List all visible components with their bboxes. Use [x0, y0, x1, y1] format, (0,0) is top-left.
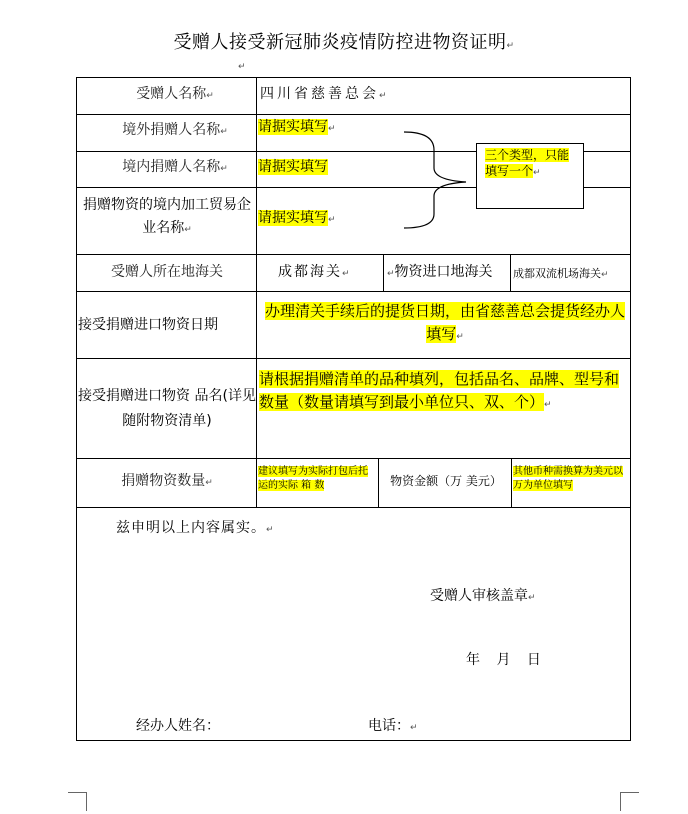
paragraph-mark: ↵ [238, 62, 246, 72]
document-title: 受赠人接受新冠肺炎疫情防控进物资证明↵ [173, 32, 515, 53]
amount-label: 物资金额（万 美元） [390, 474, 502, 488]
recipient-name-value: 四川省慈善总会↵ [260, 86, 390, 102]
quantity-value: 建议填写为实际打包后托运的实际 箱 数 [258, 466, 368, 491]
goods-name-label: 接受捐赠进口物资 品名(详见随附物资清单) [78, 388, 256, 430]
recipient-name-label: 受赠人名称↵ [136, 86, 214, 102]
domestic-donor-value: 请据实填写 [258, 159, 328, 175]
import-date-label: 接受捐赠进口物资日期 [78, 317, 218, 333]
page-corner-mark-right [620, 792, 639, 811]
domestic-donor-label: 境内捐赠人名称↵ [122, 159, 228, 175]
processing-enterprise-label: 捐赠物资的境内加工贸易企业名称↵ [83, 197, 251, 237]
import-date-value: 办理清关手续后的提货日期，由省慈善总会提货经办人填写↵ [264, 302, 625, 343]
foreign-donor-label: 境外捐赠人名称↵ [122, 122, 228, 138]
handler-name-label: 经办人姓名： [136, 718, 220, 734]
customs-value: 成都海关↵ [278, 264, 352, 280]
phone-label: 电话：↵ [368, 718, 418, 734]
declaration-text: 兹申明以上内容属实。↵ [116, 520, 275, 536]
quantity-label: 捐赠物资数量↵ [121, 473, 213, 489]
page-corner-mark-left [68, 792, 87, 811]
brace-icon [400, 128, 480, 232]
import-customs-value: 成都双流机场海关↵ [513, 267, 609, 280]
date-line: 年 月 日 [466, 652, 541, 668]
goods-name-value: 请根据捐赠清单的品种填列，包括品名、品牌、型号和数量（数量请填写到最小单位只、双、个）↵ [259, 370, 620, 412]
seal-label: 受赠人审核盖章↵ [430, 588, 536, 604]
callout-box: 三个类型，只能填写一个↵ [476, 143, 584, 209]
customs-label: 受赠人所在地海关 [111, 264, 223, 280]
import-customs-label: ↵物资进口地海关 [387, 264, 493, 280]
processing-enterprise-value: 请据实填写↵ [258, 210, 336, 226]
amount-value: 其他币种需换算为美元以万为单位填写 [513, 466, 623, 491]
foreign-donor-value: 请据实填写↵ [258, 119, 336, 135]
